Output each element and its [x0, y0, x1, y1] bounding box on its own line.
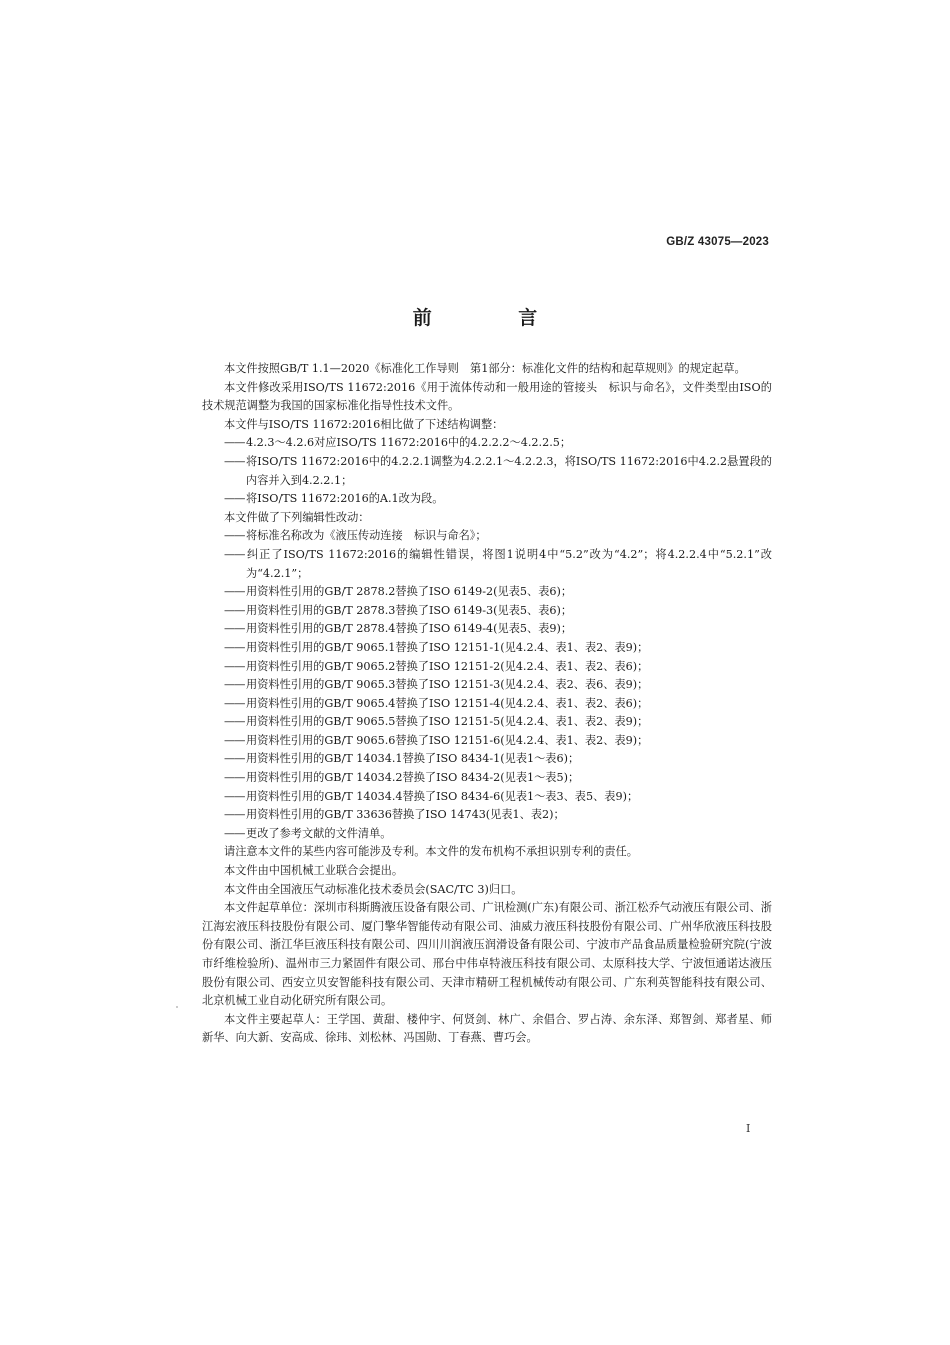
paragraph	[202, 416, 772, 435]
paragraph-text: 本文件起草单位：深圳市科斯腾液压设备有限公司、广讯检测(广东)有限公司、浙江松乔气动液压有限公司、浙江海宏液压科技股份有限公司、厦门擎华智能传动有限公司、油威力液压科技股份有限公司、广州华欣液压科技股份有限公司、浙江华巨液压科技有限公司、四川川润液压润滑设备有限公司、宁波市产品食品质量检验研究院(宁波市纤维检验所)、温州市三力紧固件有限公司、邢台中伟卓特液压科技有限公司、太原科技大学、宁波恒通诺达液压股份有限公司、西安立贝安智能科技有限公司、天津市精研工程机械传动有限公司、广东利英智能科技有限公司、北京机械工业自动化研究所有限公司。	[202, 901, 772, 1008]
paragraph	[202, 1011, 772, 1048]
paragraph-text: 将ISO/TS 11672:2016的A.1改为段。	[246, 492, 444, 506]
paragraph-text: 更改了参考文献的文件清单。	[246, 826, 392, 840]
paragraph-text: 将ISO/TS 11672:2016中的4.2.2.1调整为4.2.2.1～4.2.2.3，将ISO/TS 11672:2016中4.2.2悬置段的内容并入到4.2.2.1；	[246, 454, 772, 487]
list-item	[202, 788, 772, 807]
paragraph-text: 本文件与ISO/TS 11672:2016相比做了下述结构调整：	[224, 417, 504, 431]
preface-body	[202, 360, 772, 1048]
paragraph-text: 用资料性引用的GB/T 9065.4替换了ISO 12151-4(见4.2.4、表1、表2、表6)；	[246, 696, 649, 710]
list-item	[202, 658, 772, 677]
list-item	[202, 620, 772, 639]
list-dash: ——	[224, 752, 245, 766]
paragraph-text: 用资料性引用的GB/T 14034.2替换了ISO 8434-2(见表1～表5)；	[246, 771, 580, 785]
page-title: 前 言	[412, 307, 578, 329]
list-item	[202, 825, 772, 844]
paragraph-text: 本文件由中国机械工业联合会提出。	[224, 864, 404, 878]
list-item	[202, 453, 772, 490]
paragraph-text: 用资料性引用的GB/T 33636替换了ISO 14743(见表1、表2)；	[246, 808, 565, 822]
list-dash: ——	[224, 789, 245, 803]
list-dash: ——	[224, 659, 245, 673]
paragraph-text: 用资料性引用的GB/T 9065.6替换了ISO 12151-6(见4.2.4、表1、表2、表9)；	[246, 733, 649, 747]
list-dash: ——	[224, 547, 245, 561]
list-item	[202, 695, 772, 714]
list-item	[202, 750, 772, 769]
list-dash: ——	[224, 436, 245, 450]
paragraph-text: 请注意本文件的某些内容可能涉及专利。本文件的发布机构不承担识别专利的责任。	[224, 845, 638, 859]
list-dash: ——	[224, 808, 245, 822]
list-dash: ——	[224, 696, 245, 710]
list-item	[202, 639, 772, 658]
paragraph-text: 本文件主要起草人：王学国、黄甜、楼仲宇、何贤剑、林广、余倡合、罗占涛、余东泽、郑智剑、郑者星、师新华、向大新、安高成、徐玮、刘松林、冯国勋、丁春燕、曹巧会。	[202, 1012, 772, 1045]
paragraph-text: 本文件按照GB/T 1.1—2020《标准化工作导则 第1部分：标准化文件的结构和起草规则》的规定起草。	[224, 362, 746, 375]
paragraph-text: 本文件做了下列编辑性改动：	[224, 510, 370, 524]
list-item	[202, 546, 772, 583]
page-number: I	[746, 1122, 751, 1135]
paragraph-text: 用资料性引用的GB/T 14034.4替换了ISO 8434-6(见表1～表3、表5、表9)；	[246, 789, 639, 803]
paragraph	[202, 843, 772, 862]
list-dash: ——	[224, 826, 245, 840]
paragraph-text: 本文件修改采用ISO/TS 11672:2016《用于流体传动和一般用途的管接头 标识与命名》，文件类型由ISO的技术规范调整为我国的国家标准化指导性技术文件。	[202, 380, 772, 413]
paragraph	[202, 379, 772, 416]
paragraph-text: 用资料性引用的GB/T 2878.3替换了ISO 6149-3(见表5、表6)；	[246, 603, 573, 617]
paragraph-text: 用资料性引用的GB/T 2878.4替换了ISO 6149-4(见表5、表9)；	[246, 622, 573, 636]
list-item	[202, 583, 772, 602]
paragraph-text: 用资料性引用的GB/T 14034.1替换了ISO 8434-1(见表1～表6)；	[246, 752, 580, 766]
paragraph-text: 用资料性引用的GB/T 2878.2替换了ISO 6149-2(见表5、表6)；	[246, 585, 573, 599]
list-dash: ——	[224, 678, 245, 692]
list-dash: ——	[224, 622, 245, 636]
list-item	[202, 602, 772, 621]
paragraph-text: 用资料性引用的GB/T 9065.1替换了ISO 12151-1(见4.2.4、表1、表2、表9)；	[246, 640, 649, 654]
list-dash: ——	[224, 585, 245, 599]
paragraph	[202, 862, 772, 881]
paragraph	[202, 881, 772, 900]
paragraph	[202, 509, 772, 528]
list-item	[202, 676, 772, 695]
list-dash: ——	[224, 529, 245, 543]
list-item	[202, 527, 772, 546]
list-item	[202, 490, 772, 509]
list-dash: ——	[224, 603, 245, 617]
list-item	[202, 434, 772, 453]
list-dash: ——	[224, 454, 245, 468]
paragraph-text: 将标准名称改为《液压传动连接 标识与命名》；	[246, 529, 487, 543]
paragraph-text: 本文件由全国液压气动标准化技术委员会(SAC/TC 3)归口。	[224, 882, 523, 896]
list-item	[202, 806, 772, 825]
list-dash: ——	[224, 492, 245, 506]
list-dash: ——	[224, 771, 245, 785]
standard-code: GB/Z 43075—2023	[666, 236, 769, 248]
paragraph-text: 4.2.3～4.2.6对应ISO/TS 11672:2016中的4.2.2.2～4.2.2.5；	[246, 436, 572, 450]
paragraph-text: 纠正了ISO/TS 11672:2016的编辑性错误，将图1说明4中“5.2”改为“4.2”；将4.2.2.4中“5.2.1”改为“4.2.1”；	[246, 547, 772, 580]
paragraph-text: 用资料性引用的GB/T 9065.5替换了ISO 12151-5(见4.2.4、表1、表2、表9)；	[246, 715, 649, 729]
list-dash: ——	[224, 715, 245, 729]
list-dash: ——	[224, 733, 245, 747]
list-item	[202, 732, 772, 751]
list-dash: ——	[224, 640, 245, 654]
paragraph-text: 用资料性引用的GB/T 9065.3替换了ISO 12151-3(见4.2.4、表2、表6、表9)；	[246, 678, 649, 692]
paragraph-text: 用资料性引用的GB/T 9065.2替换了ISO 12151-2(见4.2.4、表1、表2、表6)；	[246, 659, 649, 673]
scan-speck	[176, 1006, 178, 1008]
paragraph	[202, 899, 772, 1011]
list-item	[202, 713, 772, 732]
paragraph	[202, 360, 772, 379]
list-item	[202, 769, 772, 788]
